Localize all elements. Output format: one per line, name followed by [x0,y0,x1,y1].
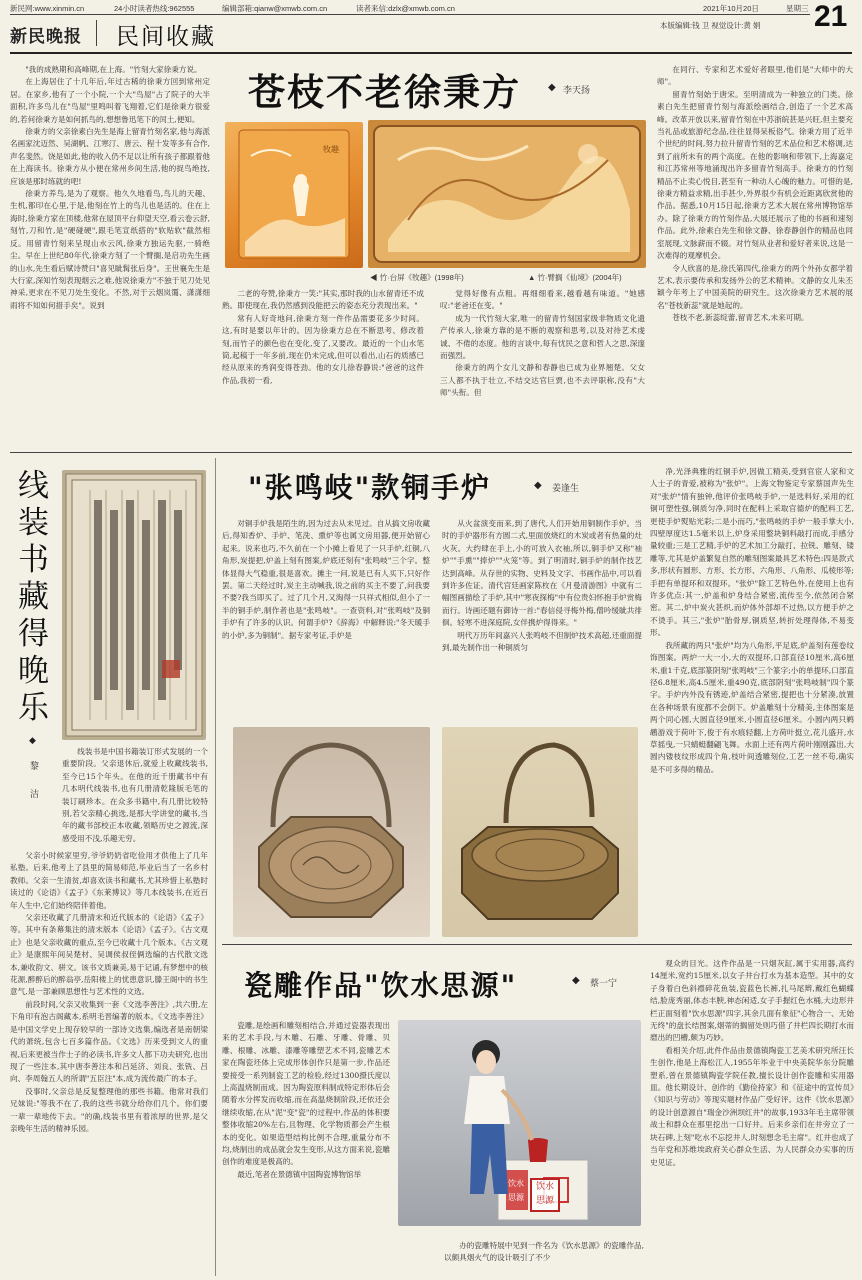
paper-name: 新民晚报 [10,27,82,47]
bamboo-screen-image [225,122,363,268]
article1-title: 苍枝不老徐秉方 [248,70,521,114]
article2-author: 黎 洁 [30,761,40,799]
article1-col2: 二老的夸赞,徐秉方一笑:"其实,那时我的山水留青还不成熟。即使现在,我仍然感到没能把云的姿态充分表现出来。" 常有人好奇地问,徐秉方刻一件作品需要花多少时间。这,有时是要以年计的。因为徐秉方总在不断思考、修改着刻,而竹子的颜色也在变化,变了,又要改。最近的一个山水笔筒,起稿于一年多前,现在仍未完成,但可以看出,山石的质感已经从原来的秀润变得苍劲。他的女儿徐春静说:"爸爸的这件作品,我初一看, [222,289,424,385]
article3-bottom-rule [222,944,852,945]
svg-text:牧趣: 牧趣 [323,145,339,154]
svg-text:饮水: 饮水 [508,1179,524,1188]
article3-col3: 净,光泽典雅的红铜手炉,因做工精美,受到官宦人家和文人士子的青爱,被称为"张炉"。上海文物鉴定专家蔡国声先生对"张炉"情有独钟,他评价张鸣岐手炉,一是选料好,采用的红铜可塑性强,铜质匀净,同时在配料上采取官德炉的配料工艺,更使手炉熨贴光彩;二是小而巧,"张鸣岐的手炉一般手掌大小,四壁厚度达1.5毫米以上,炉身采用整块铜料敲打而成,手感分量较重;三是工艺精,手炉的艺术加工分敲打、拉铣、雕刻、镂雕等,尤其是炉盖繁复自然的雕刻图案最具艺术特色:四是款式多,形状有圆形、方形、长方形、六角形、八角形、瓜棱形等;手把有单提环和双提环。"张炉"除工艺特色外,在使用上也有许多优点:其一,炉盖和炉身结合紧密,流传至今,依然闭合紧密。其二,炉中炭火甚炽,而炉体外部却不过热,以方便手炉之不烫手。其三,"张炉"胎骨厚,铜质坚,转折处理得体,不易变形。 我所藏的两只"张炉"均为八角形,平足底,炉盖刻有莲卷纹饰图案。两炉一大一小,大的双提环,口部直径10厘米,高6厘米,重1千克,底部篆阴刻"张鸣岐"三个篆字;小的单提环,口部直径6.8厘米,高4.5厘米,重490克,底部阴刻"张鸣岐制"四个篆字。手炉内外没有锈迹,炉盖结合紧密,提把也十分紧凑,放置在各种场景有度都不会倒下。炉盖雕刻十分精美,主体图案是两个同心圆,大圆直径9厘米,小圆直径6厘米。小圆内两只鹈鹕游戏于荷叶下,俊于有水痕轻翻,上方荷叶挺立,花儿盛开,水草摇曳,一只蜻蜓翻翩飞舞。水面上还有两片荷叶刚刚露出,大圆内镂枝纹形成四个角,枝叶间透雕刻位,工艺一丝不苟,确实是不可多得的精品。 [650,467,854,774]
article4-col3: 观众的目光。这件作品是一只烟灰缸,属于实用器,高约14厘米,宽约15厘米,以女子井台打水为基本造型。其中的女子身着白色斜襟碎花鱼装,瓷蓝色长裤,扎马尾辫,戴红色蝴蝶结,脸庞秀丽,体态丰腴,神态闲适,女子手握红色水桶,大边形井栏正面刻着"饮水思源"四字,其余几面有象征"心物合一、无始无终"的盘长结图案,烟蒂的搁留处则巧借了井栏四长期打水而磨出的凹槽,颇为巧妙。 看相关介绍,此件作品由景德镇陶瓷工艺美术研究所汪长生创作,他是上海松江人,1955年毕业于中央美院华东分院雕塑系,曾在景德镇陶瓷学院任教,擅长设计创作瓷雕和实用器皿。他长期设计、创作的《勤俭持家》和《征途中的宣传员》《知识与劳动》等现实题材作品广受好评。这件《饮水思源》的设计创意源自"瑞金沙洲坝红井"的故事,1933年毛主席带领战士和群众在那里挖出一口好井。后来乡亲们在井旁立了一块石碑,上刻"吃水不忘挖井人,时刻想念毛主席"。红井也成了当年党和苏维埃政府关心群众生活、为人民群众办实事的历史见证。 [650,959,854,1167]
header-weekday: 星期三 [786,4,809,13]
porcelain-sculpture-photo [398,1020,641,1226]
article3-author: 姜逢生 [552,483,580,493]
article4-title: 瓷雕作品"饮水思源" [244,969,518,1002]
article3-title: "张鸣岐"款铜手炉 [248,471,492,504]
page-number: 21 [814,0,848,33]
article3-author-mark: ◆ [534,480,542,491]
bamboo-armrest-photo [368,120,646,268]
article1-bottom-rule [10,452,852,453]
article4-author: 蔡一宁 [590,978,618,988]
article1-col4: 在同行、专家和艺术爱好者眼里,他们是"大师中的大师"。 留青竹刻始于唐宋。至明清成为一种独立的门类。徐素白先生把留青竹刻与海派绘画结合,创造了一个艺术高峰。改革开放以来,留青竹刻在中苏浙皖甚是兴旺,但主要充当礼品或旅游纪念品,往往显得呆板俗气。徐秉方用了近半个世纪的时间,努力拉升留青竹刻的艺术品位和艺术格调,达到了前所未有的两个高度。在他的影响和带领下,上海嘉定和江苏常州等地涌现出许多留青竹刻高手。徐秉方的竹刻精品不止卖心悦目,甚至有一种动人心魄的魅力。可惜的是,徐秉方精益求精,出手甚少,外界很少有机会近距离欣赏他的作品。据悉,10月15日起,徐秉方艺术大展在常州博物馆举办。除了徐秉方的竹刻作品,大展还展示了他的书画和速刻作品。此外,徐素白先生和徐文静、徐春静创作的精品也同室展现,文脉薪而不辍。对竹刻从业者和爱好者来说,这是一次难得的观摩机会。 令人欣喜的是,徐氏第四代,徐秉方的两个外孙女都学着艺术,表示要传承和发扬外公的艺术精神。文静的女儿朱丕颖今年考上了中国美院的研究生。这次徐秉方艺术展的展名"苍枝新蕊"就是她起的。 苍枝不老,新蕊绽蕾,留青艺术,未来可期。 [657,65,853,323]
book-image [62,470,206,740]
article4-author-mark: ◆ [572,975,580,986]
header-divider [96,20,97,46]
porcelain-sculpture-image [398,1020,641,1226]
article1-author: 李天扬 [563,85,591,95]
article1-author-mark: ◆ [548,82,556,93]
bamboo-armrest-image [368,120,646,268]
article2-author-mark: ◆ [29,736,36,746]
hand-warmer-large-photo [233,727,430,937]
article2-main: 父亲小时候家里穷,爷爷奶奶省吃俭用才供他上了几年私塾。后来,他考上了县里的简易师范,毕业后当了一名乡村教师。父亲一生清贫,却喜欢读书和藏书,尤其珍惜上私塾时读过的《论语》《孟子》《东莱博议》等几本线装书,在近百年人生中,它们始终陪伴着他。 父亲还收藏了几册清末和近代版本的《论语》《孟子》等。其中有条幕集注的清末版本《论语》《孟子》。《古文观止》也是父亲收藏的重点,至今已收藏十几个版本。《古文观止》是康熙年间吴楚材、吴调侯叔侄俩选编的古代散文选本,兼收韵文、骈文。该书文质兼美,易于记诵,有梦想中的核花源,醉醉后的醉翁亭,岳阳楼上的忧患意识,滕王阁中的书生意气,是一部兼顾思想性与艺术性的文选。 前段时间,父亲又收集到一套《文选李善注》,共六册,左下角印有泡古阁藏本,系明毛晋编著的版本。《文选李善注》是中国文学史上现存较早的一部诗文选集,编选者是南朝梁代的萧统,包含七百多篇作品。《文选》历来受到文人的重视,后来更被当作士子的必读书,许多文人都下功夫研究,也出现了一些注本,其中唐李善注本和吕延济、刘良、张铣、吕向、李周翰五人的所谓"五臣注"本,成为流传最广的本子。 没事时,父亲总是反复整理他的那些书籍。他常对我们兄妹说:"等我不在了,我的这些书就分给你们几个。你们要一辈一辈地传下去。"的确,线装书里有着浓厚的世界,是父亲晚年生活的精神乐园。 [10,851,208,1133]
article1-caption-right: ▲ 竹·臂搁《仙境》(2004年) [528,273,622,282]
header-email-reader: 读者来信:dzlx@xmwb.com.cn [356,4,455,13]
header-editors: 本版编辑:钱 卫 视觉设计:黄 娟 [660,21,761,30]
article4-col1: 瓷雕,是绘画和雕刻相结合,并通过瓷器表现出来的艺术手段,与木雕、石雕、牙雕、骨雕、贝雕、根雕、冰雕、漆雕等雕塑艺术不同,瓷雕艺术家在陶瓷坯体上完成形体创作只是第一步,作品还要接受一系列制瓷工艺的检验,经过1300摄氏度以上高温烧制而成。因为陶瓷原料制成特定形体后会随着水分挥发而收缩,而在高温烧制阶段,还依还会继续收缩,在从"泥"变"瓷"的过程中,作品的体积要整体收缩20%左右,且物理、化学物质都会产生根本的变化。如果造型结构比例不合理,重量分布不均,烧制出的成品就会发生变形,从这方面来说,瓷雕创作的难度是极高的。 最近,笔者在景德镇中国陶瓷博物馆举 [222,1021,390,1179]
header-hotline: 24小时读者热线:962555 [114,4,195,13]
article2-divider [215,458,216,1276]
header-email-edit: 编辑部箱:qianw@xmwb.com.cn [222,4,328,13]
section-title: 民间收藏 [116,24,216,50]
header-bottom-rule [10,52,852,54]
article3-col2: 从火盆演变而来,到了唐代,人们开始用铜制作手炉。当时的手炉器形有方圆二式,里面放烧红的木炭或者有热量的灶火灰。大约肆在手上,小的可放入衣袖,所以,铜手炉又称"袖炉""手熏""捧炉""火笼"等。到了明清时,铜手炉的制作技艺达到高峰。从存世的实物、史料及文字、书画作品中,可以看到许多佐证。清代宫廷画家陈枚在《月曼清游图》中就有二幅图画描绘了手炉,其中"寒夜探梅"中有位贵妇怀抱手炉赏梅而行。诗画还题有御诗一首:"春信侵寻梅外梅,僧吟缓眦共徘徊。轻寒不进深庭院,女伴携炉得得来。" 明代万历年间嘉兴人张鸣岐不但制炉技术高超,还重面提到,最先制作出一种铜质匀 [442,519,642,653]
article1-caption-left: ◀ 竹·台屏《牧趣》(1998年) [370,273,464,282]
thread-bound-book-photo [62,470,206,740]
header-website: 新民网:www.xinmin.cn [10,4,85,13]
header-date: 2021年10月20日 [703,4,759,13]
article2-intro: 线装书是中国书籍装订形式发展的一个重要阶段。父亲退休后,就爱上收藏线装书,至今已15个年头。在他的近千册藏书中有几本明代线装书,也有几册清乾隆版毛笔的装订刷珍本。在众多书籍中,有几册比较特别,若父亲精心挑选,是那大学讲堂的藏书,当年的藏书部校正本收藏,领略历史之源流,深感受用不浅,乐趣无穷。 [62,747,208,843]
article2-title: 线 装 书 藏 得 晚 乐 [18,468,49,726]
hand-warmer-small-image [442,727,638,937]
article3-col1: 对铜手炉我是陌生的,因为过去从未见过。自从搞文房收藏后,得知香炉、手炉、笔洗、熏炉等也属文房用器,便开始留心起来。说来也巧,不久前在一个小摊上看见了一只手炉,红铜,八角形,炭提把,炉盖上刻有图案,炉底还刻有"张鸣岐"三个字。整体显得大气稳重,很是喜欢。摊主一问,说是已有人买下,只好作罢。第二天经过时,炭主主动喊我,说之前的买主不要了,问我要不要?我当即买了。过了几个月,又淘得一只祥式相似,但小了一半的铜手炉,制作者也是"张鸣岐"。一查资料,对"张鸣岐"及铜手炉有了许多的认识。何谓手炉?《辞海》中解释说:"冬天暖手的小炉,多为铜制"。据专家考证,手炉是 [222,519,430,640]
porcelain-seal: 饮水思源 [530,1178,560,1212]
article4-col2: 办的瓷雕特展中见到一件名为《饮水思源》的瓷雕作品,以颇具烟火气的设计吸引了不少 [444,1241,644,1263]
hand-warmer-large-image [233,727,430,937]
article1-col1: "我的成熟期和高峰期,在上海。"竹刻大家徐秉方说。 在上海居住了十几年后,年过古稀的徐秉方回到常州定居。在家乡,他有了一个小院,一个大"鸟屋"占了院子的大半面积,许多鸟儿在"鸟屋"里鸣叫着飞翔着,它们是徐秉方很爱的,若何徐秉方是如何抓鸟的,想想鲁迅笔下的闰土,便知。 徐秉方的父亲徐素白先生是海上留青竹刻名家,他与海派名画家沈迈然、吴湖帆、江寒汀、唐云、程十发等多有合作,声名斐然。饶是如此,他的收入仍不足以让所有孩子都跟着他在上海读书。徐秉方从小便在常州乡间生活,他的捉鸟绝技,应该是那时练就的吧! 徐秉方养鸟,是为了观察。他久久地看鸟,鸟儿的天趣、生机,都印在心里,于是,他刻在竹上的鸟儿也是活的。住在上海时,徐秉方家在顶楼,他常在屋顶平台仰望天空,看云卷云舒,刻竹,刀和竹,是"硬碰硬",跟毛笔宣纸搭的"软贴软"截然相反。用留青竹刻来呈现山水云风,徐秉方独运先驱,一骑绝尘。早在上世纪80年代,徐秉方刻了一个臂搁,是启功先生画的山水,先生看后赋诗赞曰"喜见眦髯张后身"。王世襄先生是大行家,深知竹刻表现烟云之难,他说徐秉方"不独于见刀处见神采,更求在不见刀处生变化。不然,对于云烟岚霭、潇潇细雨将不知如何措手矣"。说到 [10,65,210,310]
svg-text:思源: 思源 [508,1193,524,1202]
article1-col3: 觉得好像有点粗。再细细看来,越看越有味道。"她感叹:"老爸还在变。" 成为一代竹刻大家,唯一的留青竹刻国家级非物质文化遗产传承人,徐秉方靠的是不断的观察和思考,以及对待艺术虔诚、不倦的态度。他的言谈中,每有忧民之意和哲人之思,深邃而强烈。 徐秉方的两个女儿文静和春静也已成为业界翘楚。父女三人都不执于壮立,不结交达官巨贾,也不去评职称,没有"大师"头衔。但 [440,289,645,398]
header-top-rule [10,14,810,15]
hand-warmer-small-photo [442,727,638,937]
bamboo-screen-photo [225,122,363,268]
